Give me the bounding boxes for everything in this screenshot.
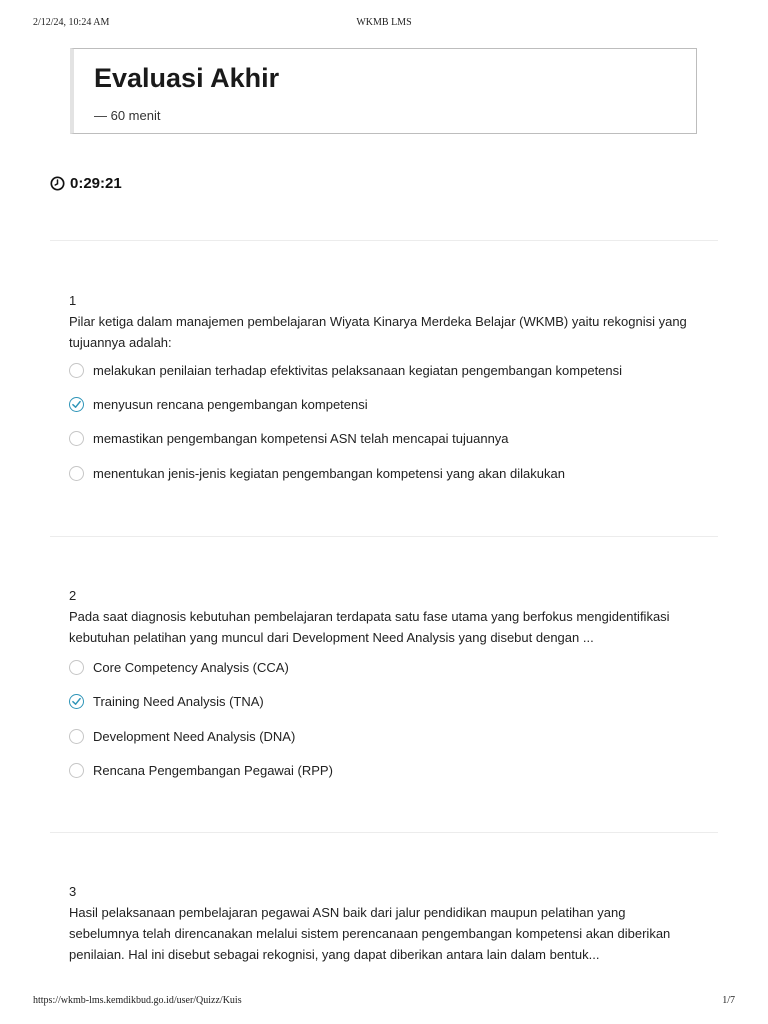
quiz-title: Evaluasi Akhir [94, 63, 280, 93]
option-label: Core Competency Analysis (CCA) [93, 659, 289, 675]
checkmark-icon [72, 400, 81, 409]
option-1d[interactable] [69, 463, 565, 483]
divider [50, 832, 718, 833]
option-label: Development Need Analysis (DNA) [93, 728, 296, 744]
print-page-number: 1/7 [722, 995, 735, 1006]
option-label: Training Need Analysis (TNA) [93, 693, 264, 709]
quiz-header-card [70, 48, 697, 134]
divider [50, 536, 718, 537]
option-1c[interactable] [69, 428, 509, 448]
radio-unchecked-icon[interactable] [69, 763, 84, 778]
option-2c[interactable] [69, 726, 295, 746]
question-1 [69, 291, 699, 481]
option-label: menentukan jenis-jenis kegiatan pengembangan kompetensi yang akan dilakukan [93, 465, 565, 481]
checkmark-icon [72, 697, 81, 706]
option-label: Rencana Pengembangan Pegawai (RPP) [93, 762, 333, 778]
option-1b[interactable] [69, 394, 368, 414]
print-url: https://wkmb-lms.kemdikbud.go.id/user/Quizz/Kuis [33, 995, 242, 1006]
question-number: 1 [69, 293, 77, 308]
divider [50, 240, 718, 241]
option-label: memastikan pengembangan kompetensi ASN telah mencapai tujuannya [93, 430, 509, 446]
clock-icon [50, 176, 65, 191]
print-datetime: 2/12/24, 10:24 AM [33, 17, 110, 28]
option-label: menyusun rencana pengembangan kompetensi [93, 396, 368, 412]
radio-unchecked-icon[interactable] [69, 466, 84, 481]
print-site-title: WKMB LMS [356, 17, 412, 28]
radio-unchecked-icon[interactable] [69, 729, 84, 744]
time-remaining: 0:29:21 [70, 175, 122, 192]
quiz-duration: — 60 menit [94, 108, 161, 123]
option-2d[interactable] [69, 760, 333, 780]
radio-unchecked-icon[interactable] [69, 431, 84, 446]
question-text: Hasil pelaksanaan pembelajaran pegawai ASN baik dari jalur pendidikan maupun pelatihan yang sebelumnya telah direncanakan melalui sistem perencanaan pengembangan kompetensi akan diberikan penilaian. Hal ini disebut sebagai rekognisi, yang dapat diberikan antara lain dalam bentuk... [69, 905, 671, 962]
question-number: 2 [69, 588, 77, 603]
radio-unchecked-icon[interactable] [69, 660, 84, 675]
countdown-timer [50, 175, 122, 192]
option-1a[interactable] [69, 360, 622, 380]
question-text: Pilar ketiga dalam manajemen pembelajaran Wiyata Kinarya Merdeka Belajar (WKMB) yaitu rekognisi yang tujuannya adalah: [69, 314, 687, 350]
radio-checked-icon[interactable] [69, 397, 84, 412]
option-label: melakukan penilaian terhadap efektivitas pelaksanaan kegiatan pengembangan kompetensi [93, 362, 623, 378]
radio-checked-icon[interactable] [69, 694, 84, 709]
option-2a[interactable] [69, 657, 289, 677]
question-number: 3 [69, 884, 77, 899]
radio-unchecked-icon[interactable] [69, 363, 84, 378]
question-2 [69, 586, 699, 778]
question-text: Pada saat diagnosis kebutuhan pembelajaran terdapata satu fase utama yang berfokus mengidentifikasi kebutuhan pelatihan yang muncul dari Development Need Analysis yang disebut dengan ... [69, 609, 670, 645]
option-2b[interactable] [69, 691, 264, 711]
question-3 [69, 882, 699, 965]
